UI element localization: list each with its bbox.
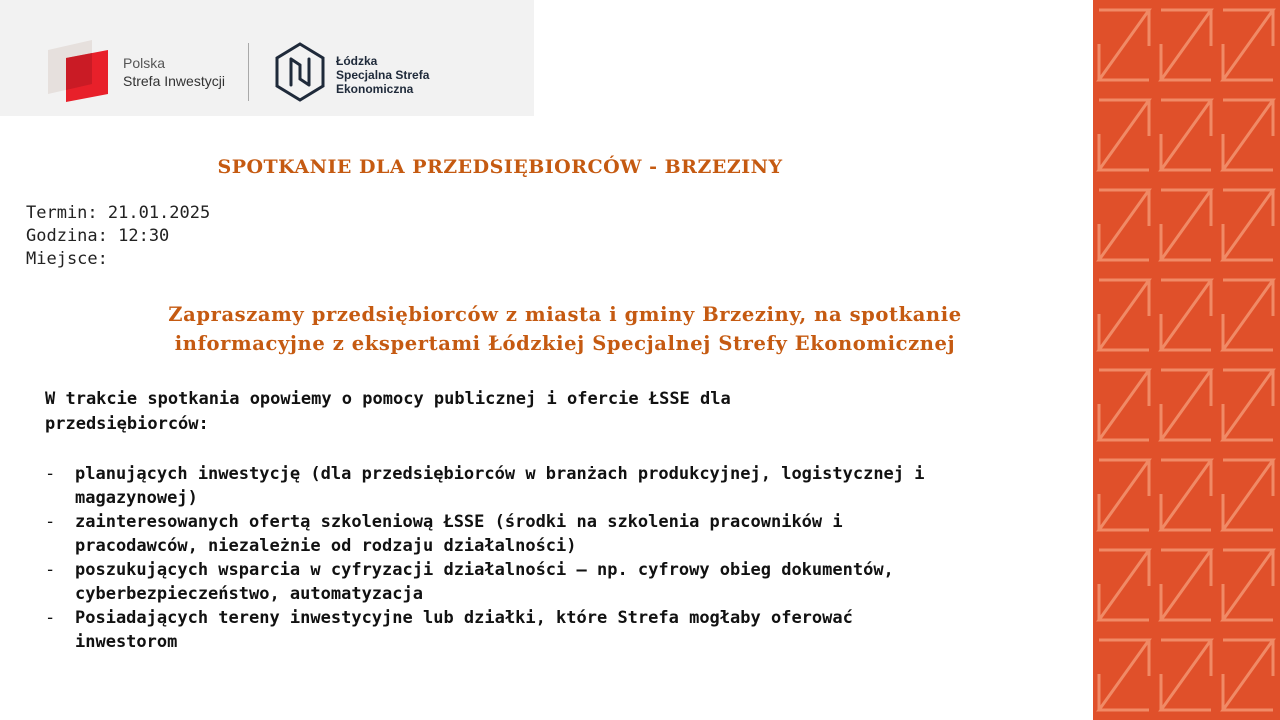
- list-item-line-1: zainteresowanych ofertą szkoleniową ŁSSE (środki na szkolenia pracowników i: [75, 512, 843, 532]
- list-dash: -: [45, 560, 56, 580]
- list-item-line-1: Posiadających tereny inwestycyjne lub działki, które Strefa mogłaby oferować: [75, 608, 853, 628]
- pfr-logo-text: [123, 54, 225, 90]
- pfr-logo-line2: Strefa Inwestycji: [123, 73, 225, 89]
- lsse-logo-text: [336, 54, 429, 96]
- invitation-line-2: informacyjne z ekspertami Łódzkiej Specjalnej Strefy Ekonomicznej: [174, 332, 956, 355]
- pfr-flag-icon: [44, 40, 114, 106]
- meeting-place: Miejsce:: [26, 249, 108, 269]
- list-dash: -: [45, 608, 56, 628]
- lsse-logo-line3: Ekonomiczna: [336, 82, 414, 96]
- meeting-date: Termin: 21.01.2025: [26, 203, 211, 223]
- list-dash: -: [45, 512, 56, 532]
- pfr-logo-line1: Polska: [123, 55, 166, 71]
- list-item-line-2: magazynowej): [75, 488, 198, 508]
- list-item-line-2: inwestorom: [75, 632, 178, 652]
- list-item: [45, 606, 1085, 654]
- lsse-logo-line2: Specjalna Strefa: [336, 68, 430, 82]
- logo-bar: [0, 0, 534, 116]
- list-item-line-1: planujących inwestycję (dla przedsiębiorców w branżach produkcyjnej, logistycznej i: [75, 464, 925, 484]
- audience-list: [45, 462, 1085, 654]
- list-item: [45, 462, 1085, 510]
- intro-paragraph: [45, 387, 1085, 437]
- list-item-line-1: poszukujących wsparcia w cyfryzacji działalności – np. cyfrowy obieg dokumentów,: [75, 560, 894, 580]
- decorative-side-pattern: [1093, 0, 1280, 720]
- meeting-details: [26, 202, 210, 271]
- list-item-line-2: pracodawców, niezależnie od rodzaju działalności): [75, 536, 577, 556]
- lsse-hexagon-icon: [274, 41, 326, 103]
- page-title: SPOTKANIE DLA PRZEDSIĘBIORCÓW - BRZEZINY: [217, 156, 783, 178]
- invitation-line-1: Zapraszamy przedsiębiorców z miasta i gminy Brzeziny, na spotkanie: [168, 303, 962, 326]
- list-item: [45, 510, 1085, 558]
- intro-line-2: przedsiębiorców:: [45, 414, 209, 434]
- list-item: [45, 558, 1085, 606]
- intro-line-1: W trakcie spotkania opowiemy o pomocy publicznej i ofercie ŁSSE dla: [45, 389, 731, 409]
- invitation-text: [40, 300, 1090, 358]
- list-item-line-2: cyberbezpieczeństwo, automatyzacja: [75, 584, 423, 604]
- meeting-time: Godzina: 12:30: [26, 226, 170, 246]
- list-dash: -: [45, 464, 56, 484]
- logo-divider: [248, 43, 249, 101]
- lsse-logo-line1: Łódzka: [336, 54, 378, 68]
